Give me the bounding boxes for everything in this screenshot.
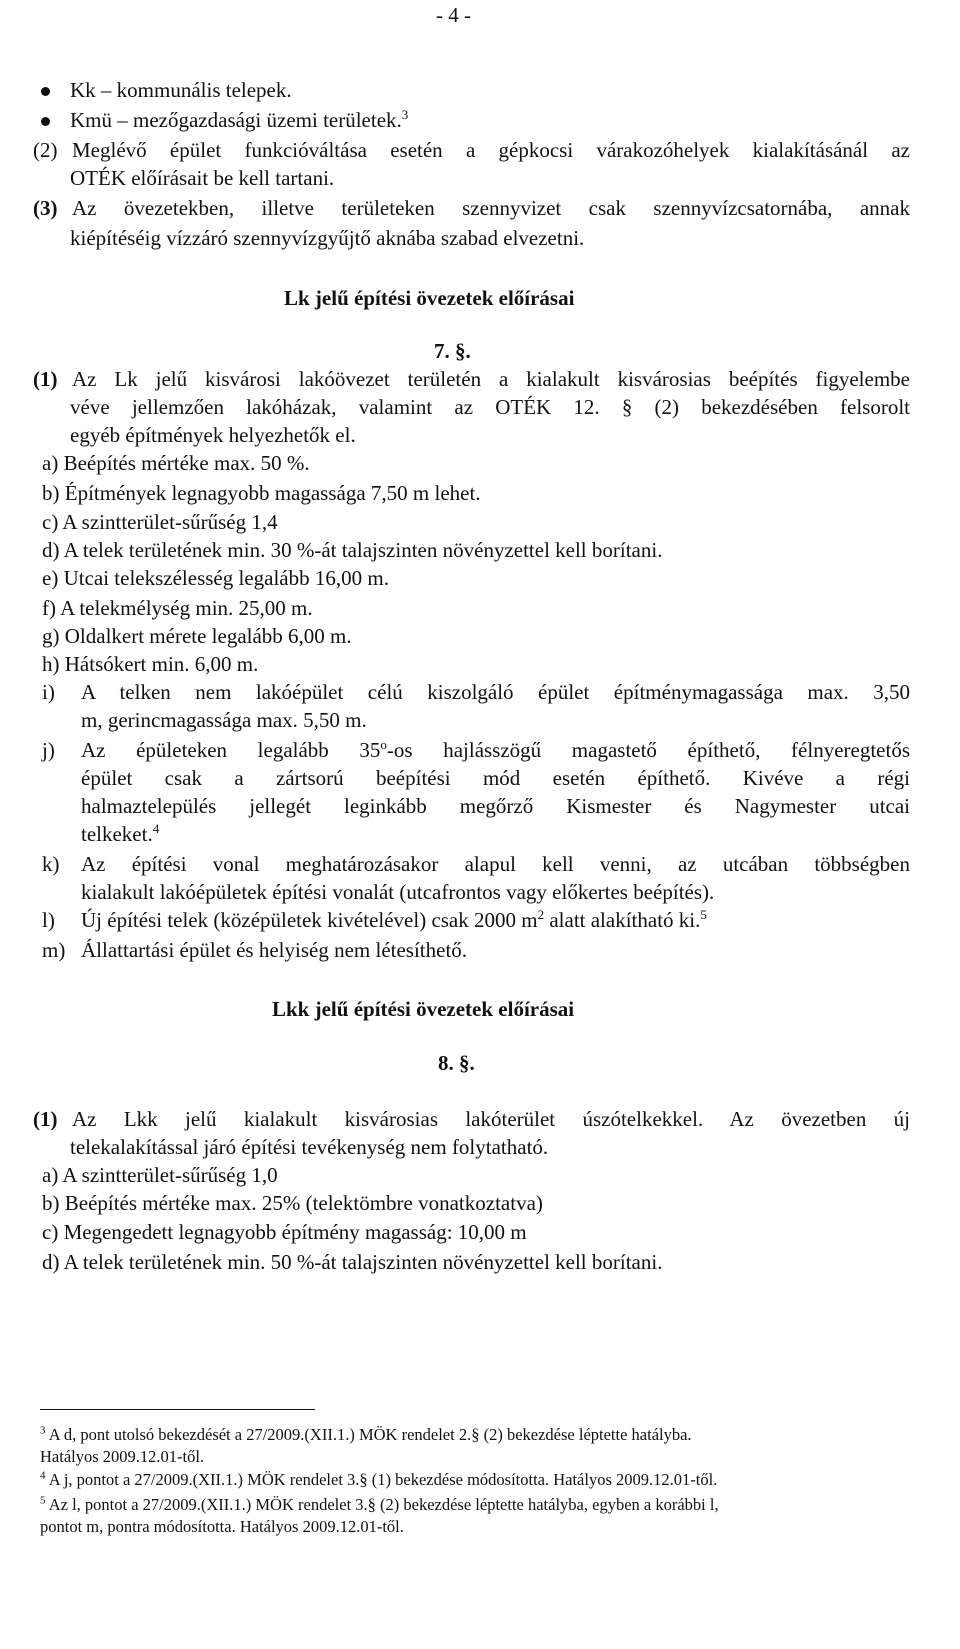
list-item: c) Megengedett legnagyobb építmény magasság: 10,00 m <box>42 1220 527 1244</box>
page-number: - 4 - <box>436 3 471 27</box>
footnote-ref: 5 <box>700 907 707 922</box>
list-item: g) Oldalkert mérete legalább 6,00 m. <box>42 624 352 648</box>
section-heading: Lkk jelű építési övezetek előírásai <box>272 997 575 1021</box>
list-item-line: halmaztelepülés jellegét leginkább megőrző Kismester és Nagymester utcai <box>81 794 910 818</box>
section-number: 7. §. <box>434 339 471 363</box>
list-item-line: Új építési telek (középületek kivételével) csak 2000 $m^2$ alatt alakítható ki.$^5$ <box>81 907 707 932</box>
paragraph-line: kiépítéséig vízzáró szennyvízgyűjtő aknába szabad elvezetni. <box>70 226 585 250</box>
list-item-line: Az épületeken legalább 35$^o$-os hajlásszögű magastető építhető, félnyeregtetős <box>81 737 910 762</box>
list-item: a) A szintterület-sűrűség 1,0 <box>42 1163 278 1187</box>
paragraph-line: véve jellemzően lakóházak, valamint az OTÉK 12. § (2) bekezdésében felsorolt <box>70 395 910 419</box>
footnote: $^4$ A j, pontot a 27/2009.(XII.1.) MÖK rendelet 3.§ (1) bekezdése módosította. Hatályos 2009.12.01-től. <box>40 1469 718 1489</box>
paragraph-marker: (2) <box>33 138 58 162</box>
footnote-separator <box>40 1409 315 1410</box>
paragraph-line: Az Lkk jelű kialakult kisvárosias lakóterület úszótelkekkel. Az övezetben új <box>72 1107 910 1131</box>
section-number: 8. §. <box>438 1051 475 1075</box>
list-item-label: m) <box>42 938 66 962</box>
bullet-icon <box>41 117 50 126</box>
section-heading: Lk jelű építési övezetek előírásai <box>284 286 575 310</box>
list-item: b) Beépítés mértéke max. 25% (telektömbre vonatkoztatva) <box>42 1191 543 1215</box>
paragraph-marker: (1) <box>33 1107 58 1131</box>
list-item: d) A telek területének min. 50 %-át talajszinten növényzettel kell borítani. <box>42 1250 663 1274</box>
footnote-ref: 4 <box>152 821 160 836</box>
bullet-icon <box>41 87 50 96</box>
list-item-label: i) <box>42 680 55 704</box>
bullet-item: Kmü – mezőgazdasági üzemi területek.$^3$ <box>70 107 409 132</box>
paragraph-line: Meglévő épület funkcióváltása esetén a gépkocsi várakozóhelyek kialakításánál az <box>72 138 910 162</box>
paragraph-line: Az Lk jelű kisvárosi lakóövezet területén a kialakult kisvárosias beépítés figyelembe <box>72 367 910 391</box>
list-item: d) A telek területének min. 30 %-át talajszinten növényzettel kell borítani. <box>42 538 663 562</box>
list-item-label: j) <box>42 738 55 762</box>
list-item: b) Építmények legnagyobb magassága 7,50 m lehet. <box>42 481 481 505</box>
footnote-ref: 3 <box>401 107 409 122</box>
paragraph-line: OTÉK előírásait be kell tartani. <box>70 166 335 190</box>
footnote: $^3$ A d, pont utolsó bekezdését a 27/2009.(XII.1.) MÖK rendelet 2.§ (2) bekezdése léptette hatályba. <box>40 1424 692 1444</box>
list-item-line: Állattartási épület és helyiség nem létesíthető. <box>81 938 468 962</box>
list-item: h) Hátsókert min. 6,00 m. <box>42 652 259 676</box>
list-item-label: k) <box>42 852 60 876</box>
list-item-line: telkeket.$^4$ <box>81 821 160 846</box>
paragraph-marker: (1) <box>33 367 58 391</box>
paragraph-marker: (3) <box>33 196 58 220</box>
list-item-label: l) <box>42 908 55 932</box>
list-item-line: épület csak a zártsorú beépítési mód esetén építhető. Kivéve a régi <box>81 766 910 790</box>
bullet-item: Kk – kommunális telepek. <box>70 78 292 102</box>
list-item-line: A telken nem lakóépület célú kiszolgáló épület építménymagassága max. 3,50 <box>81 680 910 704</box>
list-item: f) A telekmélység min. 25,00 m. <box>42 596 313 620</box>
list-item-line: Az építési vonal meghatározásakor alapul kell venni, az utcában többségben <box>81 852 910 876</box>
footnote-line: pontot m, pontra módosította. Hatályos 2009.12.01-től. <box>40 1517 404 1536</box>
list-item-line: m, gerincmagassága max. 5,50 m. <box>81 708 367 732</box>
list-item-line: kialakult lakóépületek építési vonalát (utcafrontos vagy előkertes beépítés). <box>81 880 715 904</box>
paragraph-line: egyéb építmények helyezhetők el. <box>70 423 356 447</box>
paragraph-line: Az övezetekben, illetve területeken szennyvizet csak szennyvízcsatornába, annak <box>72 196 910 220</box>
list-item: c) A szintterület-sűrűség 1,4 <box>42 510 278 534</box>
footnote: $^5$ Az l, pontot a 27/2009.(XII.1.) MÖK rendelet 3.§ (2) bekezdése léptette hatályba, egyben a korábbi l, <box>40 1494 719 1514</box>
footnote-line: Hatályos 2009.12.01-től. <box>40 1447 205 1466</box>
paragraph-line: telekalakítással járó építési tevékenység nem folytatható. <box>70 1135 549 1159</box>
list-item: e) Utcai telekszélesség legalább 16,00 m. <box>42 566 389 590</box>
list-item: a) Beépítés mértéke max. 50 %. <box>42 451 310 475</box>
